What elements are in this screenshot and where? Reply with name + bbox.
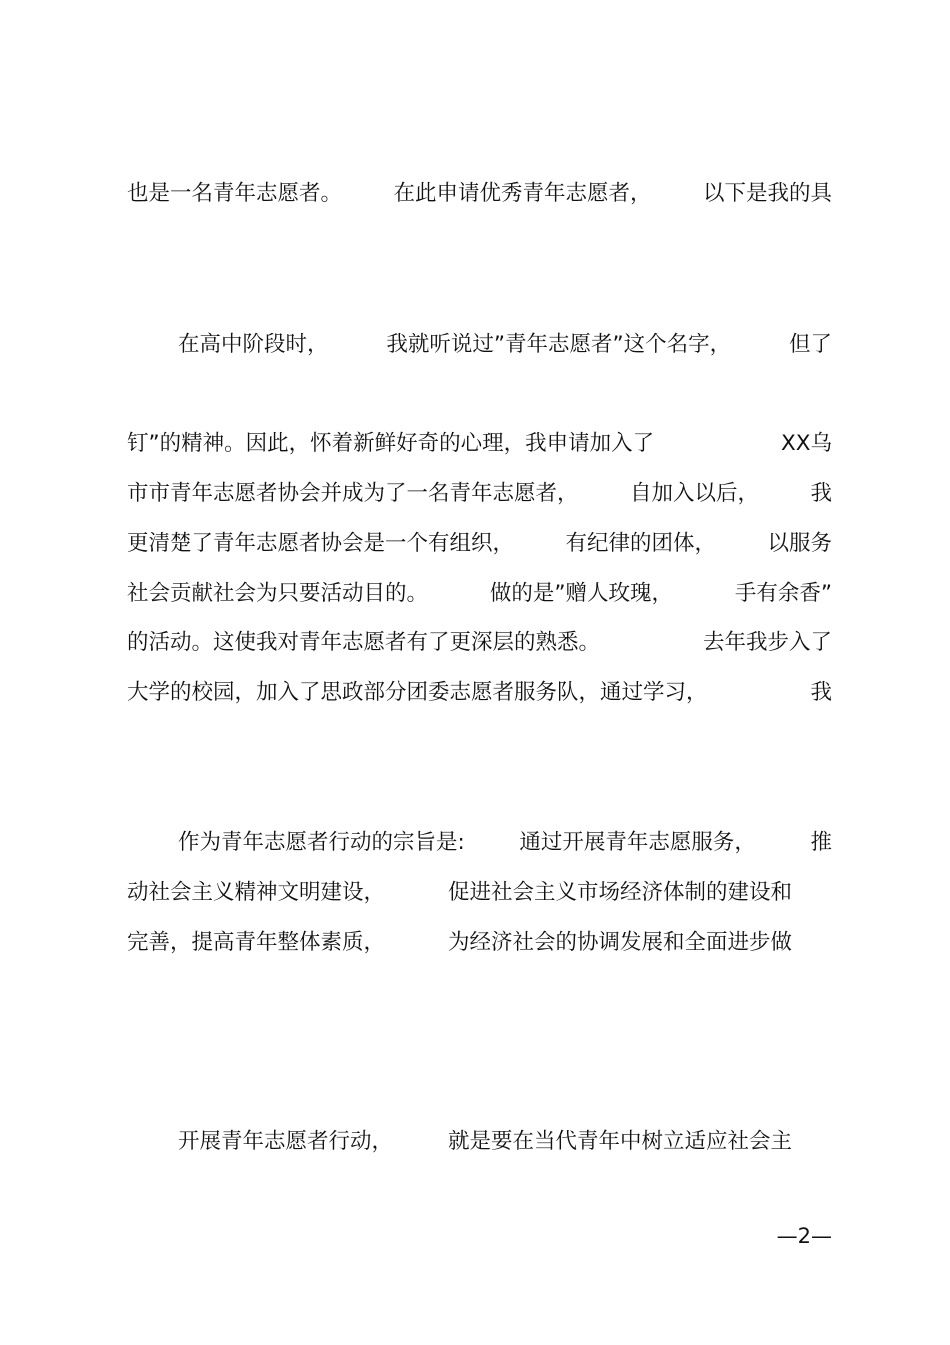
text-segment: 市市青年志愿者协会并成为了一名青年志愿者，: [127, 481, 579, 506]
text-segment: 通过开展青年志愿服务，: [519, 830, 756, 855]
text-segment: 以下是我的具: [702, 181, 832, 206]
text-segment: 以服务: [767, 531, 832, 556]
text-segment: 手有余香”: [734, 581, 832, 606]
text-line-5: [127, 377, 832, 411]
section-heading-2: [178, 776, 832, 810]
text-segment: 的活动。这使我对青年志愿者有了更深层的熟悉。: [127, 630, 601, 655]
text-segment: 推: [810, 830, 832, 855]
text-segment: 社会贡献社会为只要活动目的。: [127, 581, 429, 606]
text-line-15: [127, 876, 792, 910]
text-line-12: [127, 726, 832, 760]
text-line-1: [127, 177, 832, 211]
text-segment: 更清楚了青年志愿者协会是一个有组织，: [127, 531, 515, 556]
text-segment: 自加入以后，: [629, 481, 759, 506]
text-segment: 有纪律的团体，: [565, 531, 716, 556]
text-line-2: [127, 227, 832, 261]
text-line-10: [127, 626, 832, 660]
text-line-16: [127, 926, 792, 960]
text-segment: 做的是”赠人玫瑰，: [489, 581, 673, 606]
text-segment: 我就听说过”青年志愿者”这个名字，: [386, 332, 732, 357]
text-segment: 就是要在当代青年中树立适应社会主: [447, 1129, 792, 1154]
page-number: —2—: [776, 1224, 832, 1248]
text-line-9: [127, 577, 832, 611]
text-segment: 大学的校园，加入了思政部分团委志愿者服务队，通过学习，: [127, 680, 708, 705]
text-segment: 动社会主义精神文明建设，: [127, 880, 386, 905]
text-line-11: [127, 676, 832, 710]
section-heading-3: [178, 1026, 832, 1060]
text-segment: 为经济社会的协调发展和全面进步做: [447, 930, 792, 955]
text-segment: 开展青年志愿者行动，: [178, 1129, 394, 1154]
text-line-20: [178, 1125, 792, 1159]
text-segment: 我: [810, 481, 832, 506]
text-line-7: [127, 477, 832, 511]
text-line-19: [178, 1075, 832, 1109]
text-segment: 我: [810, 680, 832, 705]
text-segment: 作为青年志愿者行动的宗旨是:: [178, 830, 465, 855]
text-segment: 在此申请优秀青年志愿者，: [393, 181, 652, 206]
text-segment: 促进社会主义市场经济体制的建设和: [447, 880, 792, 905]
text-segment: 钉”的精神。因此，怀着新鲜好奇的心理，我申请加入了: [127, 431, 655, 456]
text-segment: 在高中阶段时，: [178, 332, 329, 357]
text-line-6: [127, 427, 832, 461]
section-heading-1: [178, 278, 832, 312]
text-line-14: [178, 826, 832, 860]
text-line-8: [127, 527, 832, 561]
text-segment: 完善，提高青年整体素质，: [127, 930, 386, 955]
text-line-4: [178, 328, 832, 362]
text-segment: 去年我步入了: [702, 630, 832, 655]
text-segment: 也是一名青年志愿者。: [127, 181, 343, 206]
text-segment: XX乌: [781, 431, 832, 456]
text-segment: 但了: [788, 332, 832, 357]
text-line-17: [127, 976, 832, 1010]
